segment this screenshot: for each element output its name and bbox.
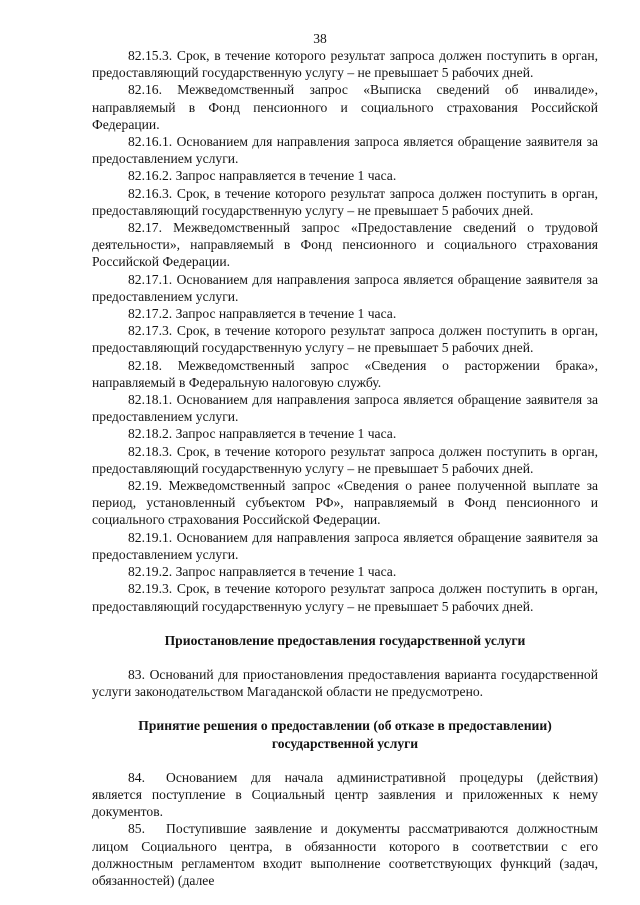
paragraph-82-16-1: 82.16.1. Основанием для направления запроса является обращение заявителя за предоставлением услуги. xyxy=(92,134,598,167)
paragraph-82-16: 82.16. Межведомственный запрос «Выписка сведений об инвалиде», направляемый в Фонд пенсионного и социального страхования Российской Федерации. xyxy=(92,82,598,132)
paragraph-82-17: 82.17. Межведомственный запрос «Предоставление сведений о трудовой деятельности», направляемый в Фонд пенсионного и социального страхования Российской Федерации. xyxy=(92,220,598,270)
paragraph-82-18-3: 82.18.3. Срок, в течение которого результат запроса должен поступить в орган, предоставляющий государственную услугу – не превышает 5 рабочих дней. xyxy=(92,443,598,476)
paragraph-85-number: 85. xyxy=(128,821,145,837)
paragraph-84 xyxy=(92,769,598,821)
paragraph-84-number: 84. xyxy=(128,769,145,785)
paragraph-84-text: Основанием для начала административной процедуры (действия) является поступление в Социальный центр заявления и приложенных к нему документов. xyxy=(92,769,598,820)
section-heading-suspension: Приостановление предоставления государственной услуги xyxy=(164,632,526,648)
paragraph-82-16-2: 82.16.2. Запрос направляется в течение 1 часа. xyxy=(128,168,397,184)
paragraph-82-17-3: 82.17.3. Срок, в течение которого результат запроса должен поступить в орган, предоставляющий государственную услугу – не превышает 5 рабочих дней. xyxy=(92,323,598,356)
section-heading-decision-line2: государственной услуги xyxy=(271,735,419,751)
section-heading-decision-line1: Принятие решения о предоставлении (об отказе в предоставлении) xyxy=(138,718,552,734)
paragraph-82-15-3: 82.15.3. Срок, в течение которого результат запроса должен поступить в орган, предоставляющий государственную услугу – не превышает 5 рабочих дней. xyxy=(92,48,598,81)
page-number: 38 xyxy=(313,31,327,46)
paragraph-82-19-2: 82.19.2. Запрос направляется в течение 1 часа. xyxy=(128,564,397,580)
paragraph-82-17-2: 82.17.2. Запрос направляется в течение 1 часа. xyxy=(128,306,397,322)
paragraph-85 xyxy=(92,820,598,889)
paragraph-82-17-1: 82.17.1. Основанием для направления запроса является обращение заявителя за предоставлением услуги. xyxy=(92,271,598,304)
paragraph-82-19-3: 82.19.3. Срок, в течение которого результат запроса должен поступить в орган, предоставляющий государственную услугу – не превышает 5 рабочих дней. xyxy=(92,581,598,614)
paragraph-82-19-1: 82.19.1. Основанием для направления запроса является обращение заявителя за предоставлением услуги. xyxy=(92,529,598,562)
paragraph-82-18-1: 82.18.1. Основанием для направления запроса является обращение заявителя за предоставлением услуги. xyxy=(92,392,598,425)
paragraph-82-19: 82.19. Межведомственный запрос «Сведения о ранее полученной выплате за период, установленный субъектом РФ», направляемый в Фонд пенсионного и социального страхования Российской Федерации. xyxy=(92,478,598,528)
paragraph-82-18: 82.18. Межведомственный запрос «Сведения о расторжении брака», направляемый в Федеральную налоговую службу. xyxy=(92,357,598,390)
paragraph-82-16-3: 82.16.3. Срок, в течение которого результат запроса должен поступить в орган, предоставляющий государственную услугу – не превышает 5 рабочих дней. xyxy=(92,185,598,218)
paragraph-83: 83. Оснований для приостановления предоставления варианта государственной услуги законодательством Магаданской области не предусмотрено. xyxy=(92,666,598,700)
paragraph-82-18-2: 82.18.2. Запрос направляется в течение 1 часа. xyxy=(128,426,397,442)
paragraph-85-text: Поступившие заявление и документы рассматриваются должностным лицом Социального центра, в обязанности которого в соответствии с его должностным регламентом входит выполнение соответствующих функций (задач, обязанностей) (далее xyxy=(92,821,598,888)
document-body xyxy=(92,47,598,889)
